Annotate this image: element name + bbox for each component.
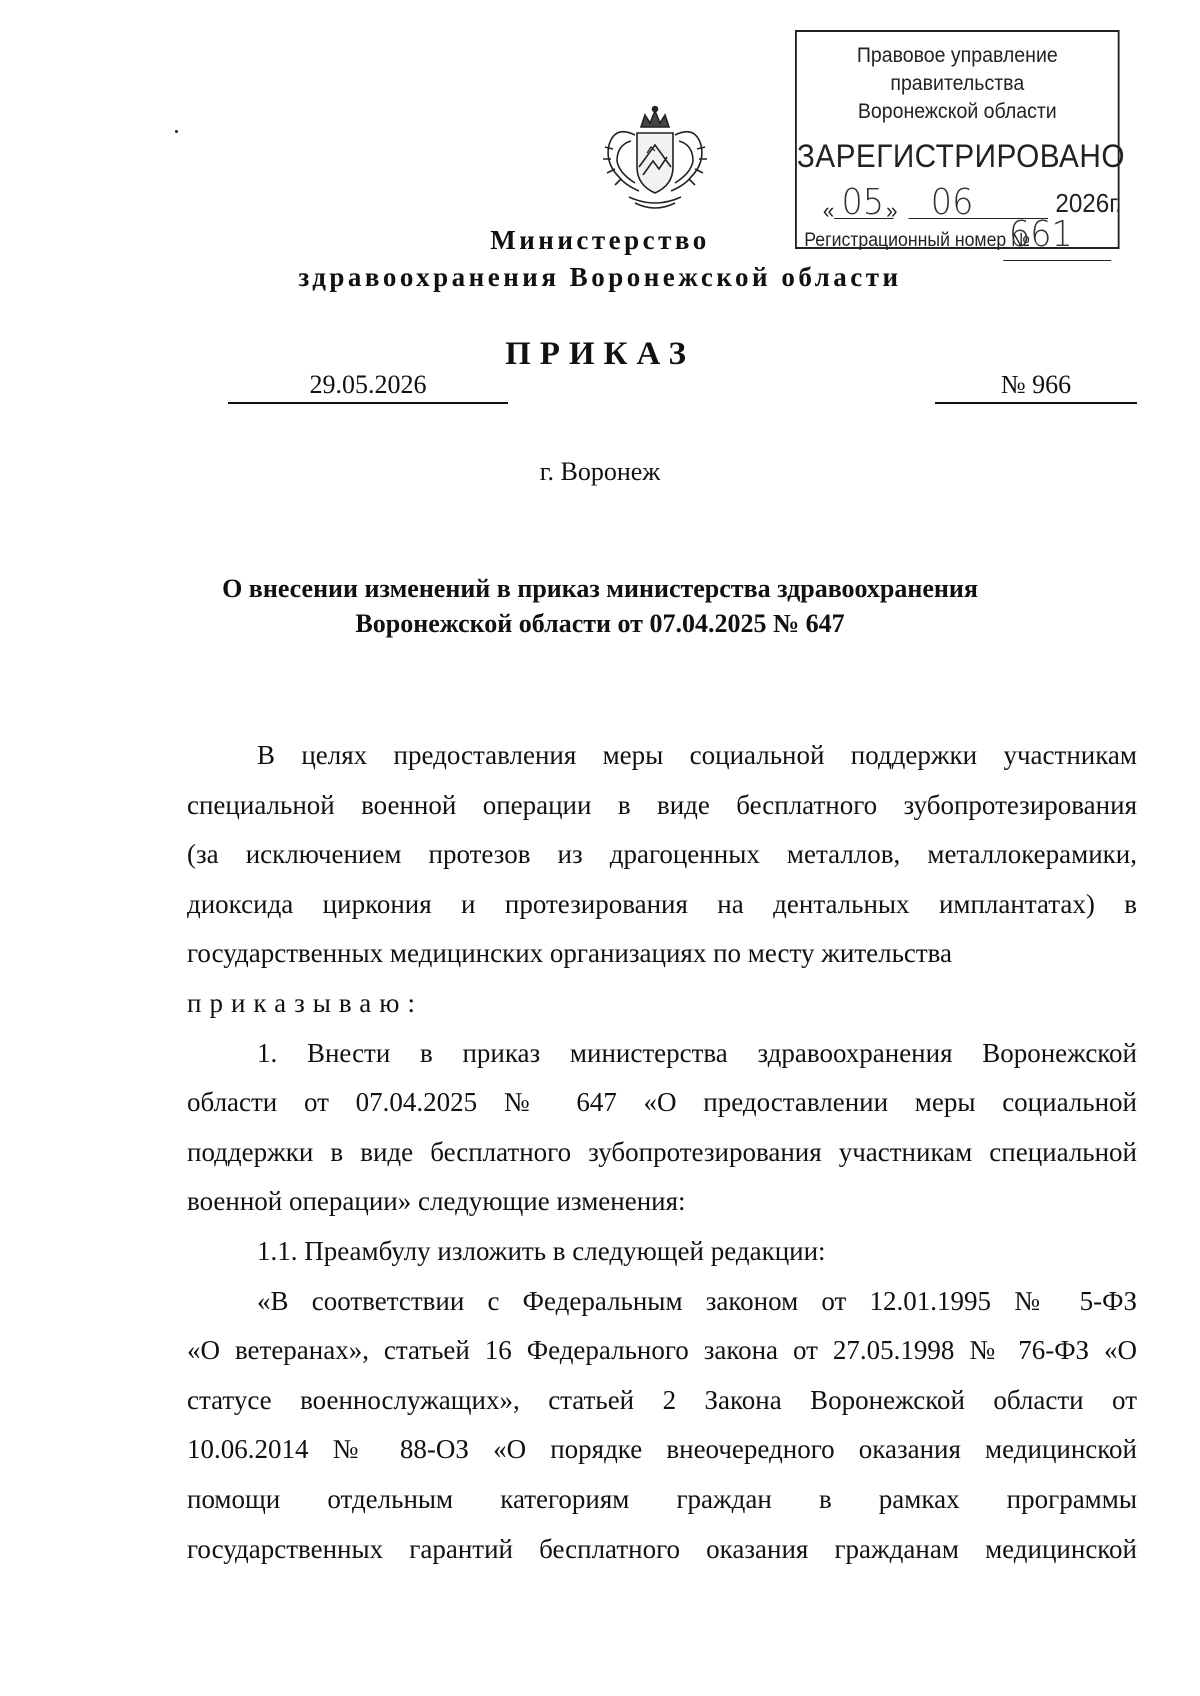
- stamp-org-line1: Правовое управление правительства: [856, 44, 1058, 95]
- body-line: статусе военнослужащих», статьей 2 Закона Воронежской области от: [187, 1384, 1137, 1415]
- body-line: «В соответствии с Федеральным законом от 12.01.1995 № 5-ФЗ: [257, 1285, 1137, 1316]
- stamp-month: 06: [930, 182, 974, 223]
- body-line: В целях предоставления меры социальной поддержки участникам: [257, 740, 1137, 770]
- body-line: поддержки в виде бесплатного зубопротезирования участникам специальной: [187, 1136, 1137, 1167]
- document-title: [200, 571, 1000, 641]
- title-line2: Воронежской области от 07.04.2025 № 647: [355, 609, 845, 638]
- document-body: [187, 731, 1137, 1574]
- body-line: (за исключением протезов из драгоценных металлов, металлокерамики,: [187, 839, 1137, 870]
- body-line: государственных гарантий бесплатного оказания гражданам медицинской: [187, 1533, 1137, 1564]
- body-line: «О ветеранах», статьей 16 Федерального закона от 27.05.1998 № 76-ФЗ «О: [187, 1335, 1137, 1366]
- stamp-day-line: [834, 218, 894, 219]
- body-line: помощи отдельным категориям граждан в рамках программы: [187, 1483, 1137, 1514]
- stamp-organization: [797, 42, 1118, 126]
- order-word: приказываю:: [187, 987, 423, 1018]
- body-line: диоксида циркония и протезирования на дентальных имплантатах) в: [187, 888, 1137, 919]
- body-line: 1. Внести в приказ министерства здравоохранения Воронежской: [257, 1037, 1137, 1068]
- body-line: военной операции» следующие изменения:: [187, 1186, 686, 1217]
- coat-of-arms-icon: [595, 105, 715, 215]
- body-line: 10.06.2014 № 88-ОЗ «О порядке внеочередного оказания медицинской: [187, 1434, 1137, 1465]
- stamp-day: 05: [841, 182, 885, 223]
- stamp-registered: ЗАРЕГИСТРИРОВАНО: [796, 138, 1125, 174]
- title-line1: О внесении изменений в приказ министерства здравоохранения: [222, 574, 978, 603]
- body-line: области от 07.04.2025 № 647 «О предоставлении меры социальной: [187, 1087, 1137, 1118]
- stamp-org-line2: Воронежской области: [857, 100, 1057, 123]
- body-line: специальной военной операции в виде бесплатного зубопротезирования: [187, 789, 1137, 820]
- registration-stamp: [795, 30, 1125, 255]
- stamp-number-line: [1003, 260, 1111, 261]
- order-date: 29.05.2026: [228, 370, 508, 404]
- scan-dot: [175, 130, 178, 133]
- body-line: государственных медицинских организациях по месту жительства: [187, 938, 953, 969]
- body-line: 1.1. Преамбулу изложить в следующей редакции:: [257, 1235, 826, 1266]
- document-type: ПРИКАЗ: [505, 336, 695, 372]
- stamp-quote-open: «: [822, 198, 835, 223]
- stamp-year: 2026г.: [1055, 188, 1122, 218]
- ministry-line2: здравоохранения Воронежской области: [298, 262, 902, 292]
- order-number: № 966: [935, 370, 1137, 404]
- ministry-line1: Министерство: [490, 225, 710, 255]
- stamp-quote-close: »: [886, 198, 898, 223]
- stamp-number-label: Регистрационный номер №: [804, 230, 1031, 251]
- stamp-number: 661: [1008, 214, 1073, 255]
- city: г. Воронеж: [539, 457, 661, 486]
